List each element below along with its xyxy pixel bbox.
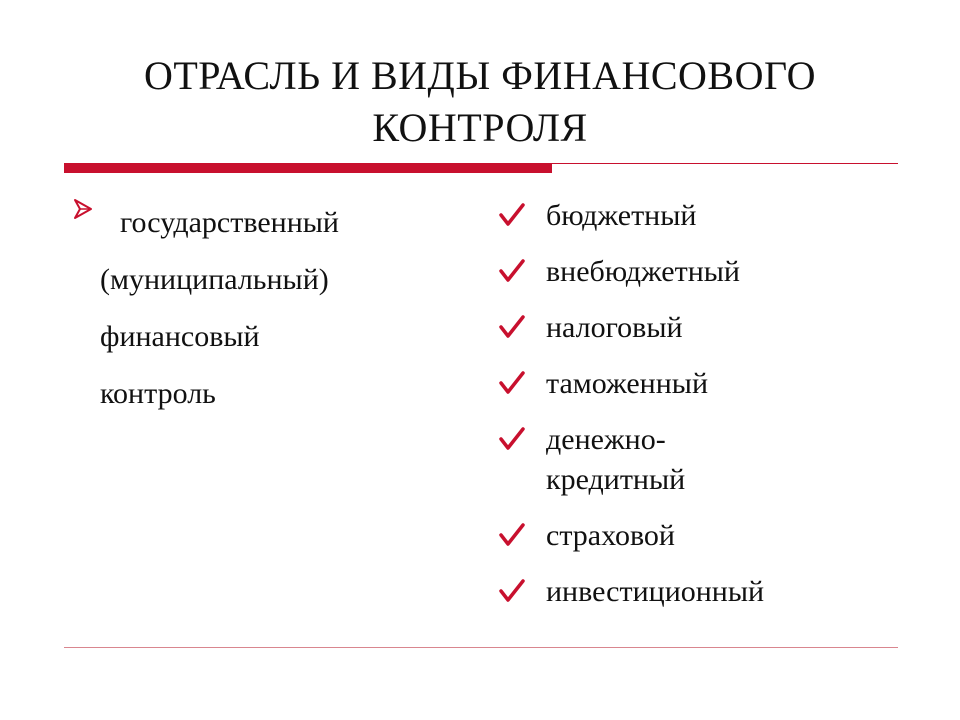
arrow-bullet-icon — [72, 198, 94, 220]
list-item-label: налоговый — [546, 311, 683, 344]
checkmark-icon — [498, 522, 526, 548]
list-item-label: таможенный — [546, 367, 708, 400]
footer-divider — [64, 647, 898, 648]
checkmark-icon — [498, 426, 526, 452]
list-item-label: инвестиционный — [546, 575, 765, 608]
left-bullet-text — [72, 194, 432, 422]
title-underline-thin — [552, 163, 898, 164]
list-item-label: денежно- — [546, 423, 666, 456]
checkmark-icon — [498, 370, 526, 396]
list-item — [494, 196, 914, 236]
list-item-label: кредитный — [546, 463, 686, 496]
title-underline-thick — [64, 163, 552, 173]
title-line: ОТРАСЛЬ И ВИДЫ ФИНАНСОВОГО — [143, 53, 817, 98]
left-column — [72, 194, 432, 422]
list-item — [494, 364, 914, 404]
checkmark-icon — [498, 258, 526, 284]
slide-title — [60, 50, 900, 154]
checkmark-icon — [498, 202, 526, 228]
list-item — [494, 252, 914, 292]
left-line: финансовый — [100, 320, 260, 353]
list-item-label: внебюджетный — [546, 255, 740, 288]
list-item — [494, 308, 914, 348]
left-line: государственный — [120, 206, 339, 239]
list-item-label: бюджетный — [546, 199, 697, 232]
list-item — [494, 420, 914, 500]
list-item — [494, 516, 914, 556]
checkmark-icon — [498, 314, 526, 340]
list-item-label: страховой — [546, 519, 675, 552]
list-item — [494, 572, 914, 612]
right-checklist — [494, 196, 914, 628]
left-line: контроль — [100, 377, 216, 410]
left-line: (муниципальный) — [100, 263, 329, 296]
checkmark-icon — [498, 578, 526, 604]
title-line: КОНТРОЛЯ — [372, 105, 588, 150]
